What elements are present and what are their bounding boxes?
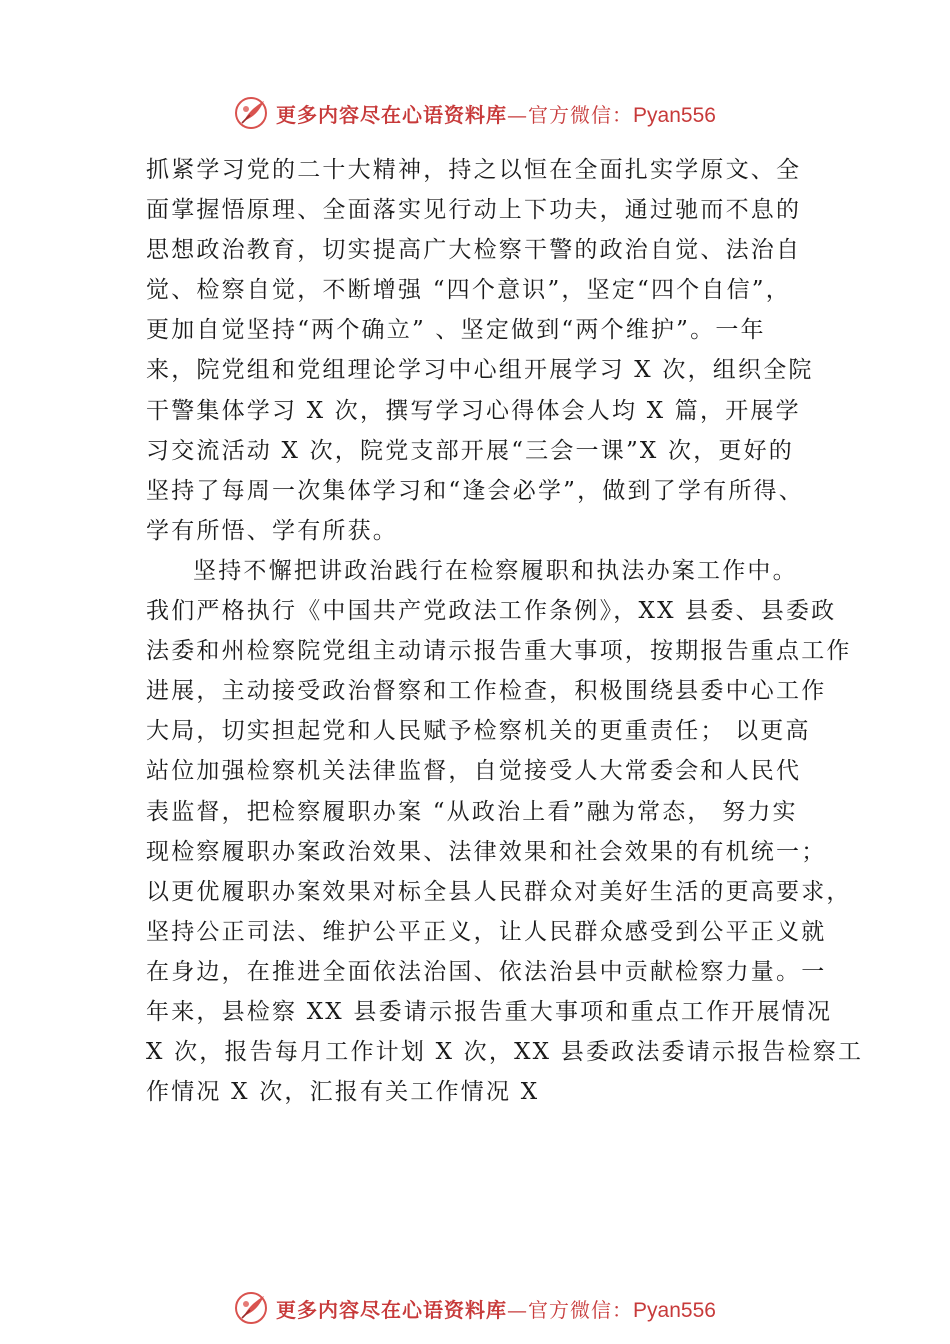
text-line: 大局，切实担起党和人民赋予检察机关的更重责任； 以更高: [146, 718, 811, 745]
watermark-wechat-label: 官方微信：: [528, 1297, 634, 1322]
text-line: X 次，报告每月工作计划 X 次，XX 县委政法委请示报告检察工: [146, 1039, 864, 1066]
watermark-title: 更多内容尽在心语资料库: [276, 1297, 508, 1322]
watermark-wechat-id: Pyan556: [633, 1298, 716, 1322]
text-line: 年来，县检察 XX 县委请示报告重大事项和重点工作开展情况: [146, 998, 833, 1025]
quill-logo-icon: [234, 95, 270, 131]
watermark-wechat-label: 官方微信：: [528, 102, 634, 127]
watermark-separator: —: [507, 1297, 529, 1322]
watermark-text: [276, 1294, 716, 1323]
header-watermark: [0, 93, 950, 133]
text-line: 更加自觉坚持“两个确立” 、坚定做到“两个维护”。一年: [146, 317, 766, 344]
text-line: 抓紧学习党的二十大精神，持之以恒在全面扎实学原文、全: [146, 157, 802, 183]
text-line: 干警集体学习 X 次，撰写学习心得体会人均 X 篇，开展学: [146, 397, 801, 424]
watermark-wechat-id: Pyan556: [633, 103, 716, 127]
text-line: 表监督，把检察履职办案 “从政治上看”融为常态， 努力实: [146, 798, 798, 825]
watermark-title: 更多内容尽在心语资料库: [276, 102, 508, 127]
text-line: 法委和州检察院党组主动请示报告重大事项，按期报告重点工作: [146, 638, 852, 665]
text-line: 觉、检察自觉，不断增强 “四个意识”，坚定“四个自信”，: [146, 277, 791, 304]
text-line: 习交流活动 X 次，院党支部开展“三会一课”X 次，更好的: [146, 437, 794, 464]
watermark-text: [276, 99, 716, 128]
quill-logo-icon: [234, 1290, 270, 1326]
text-line: 站位加强检察机关法律监督，自觉接受人大常委会和人民代: [146, 758, 802, 785]
text-line: 作情况 X 次，汇报有关工作情况 X: [146, 1079, 540, 1106]
text-line: 我们严格执行《中国共产党政法工作条例》，XX 县委、县委政: [146, 598, 837, 625]
text-line: 坚持公正司法、维护公平正义，让人民群众感受到公平正义就: [146, 918, 827, 945]
text-line: 在身边，在推进全面依法治国、依法治县中贡献检察力量。一: [146, 958, 827, 985]
text-line: 现检察履职办案政治效果、法律效果和社会效果的有机统一；: [146, 838, 827, 865]
paragraph-heading: 坚持不懈把讲政治践行在检察履职和执法办案工作中。: [193, 557, 798, 584]
text-line: 以更优履职办案效果对标全县人民群众对美好生活的更高要求，: [146, 878, 852, 905]
text-line: 进展，主动接受政治督察和工作检查，积极围绕县委中心工作: [146, 678, 827, 705]
document-body: [146, 150, 864, 1112]
text-line: 学有所悟、学有所获。: [146, 517, 398, 544]
watermark-separator: —: [507, 102, 529, 127]
text-line: 思想政治教育，切实提高广大检察干警的政治自觉、法治自: [146, 237, 802, 264]
text-line: 面掌握悟原理、全面落实见行动上下功夫，通过驰而不息的: [146, 197, 802, 224]
text-line: 坚持了每周一次集体学习和“逢会必学”，做到了学有所得、: [146, 477, 804, 504]
text-line: 来，院党组和党组理论学习中心组开展学习 X 次，组织全院: [146, 357, 814, 384]
footer-watermark: [0, 1288, 950, 1328]
